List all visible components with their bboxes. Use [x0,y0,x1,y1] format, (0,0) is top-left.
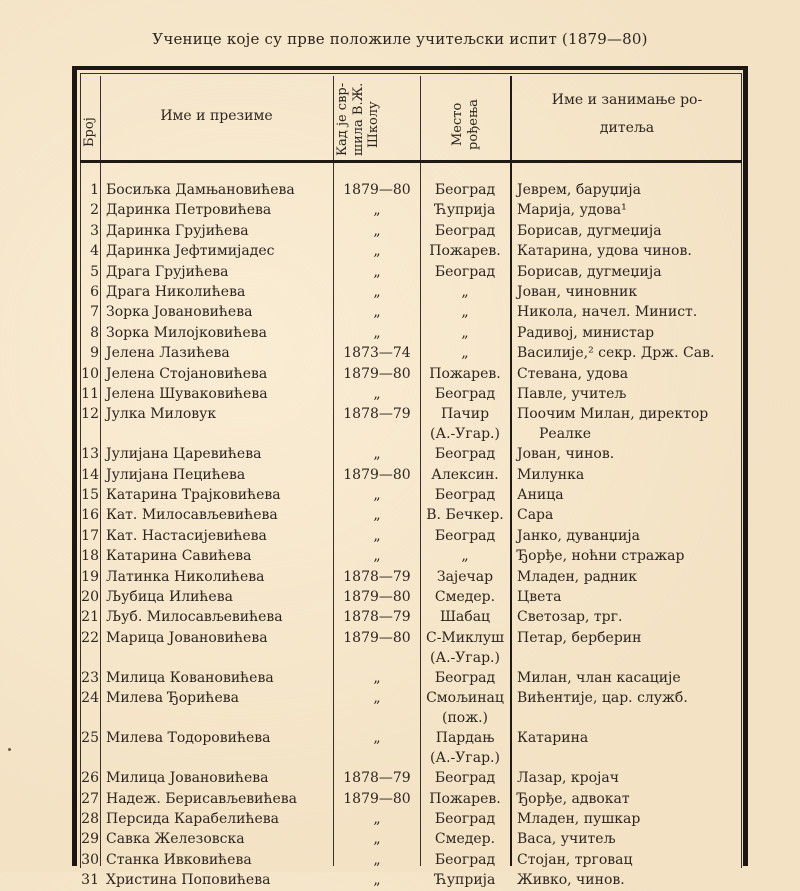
parent-line1: Ђорђе, адвокат [517,790,630,807]
birthplace [421,768,509,788]
header-parent-line2: дитеља [599,120,655,136]
row-number: 18 [81,548,99,565]
parent-info [517,688,688,708]
birthplace [421,850,509,870]
graduation-year: „ [373,851,381,868]
parent-info [517,262,662,282]
table-row [0,444,800,464]
birthplace-line1: Београд [434,669,496,686]
student-name: Јелена Шуваковићева [106,385,268,402]
student-name: Станка Ивковићева [106,851,252,868]
birthplace-line1: Пардањ [435,730,495,747]
birthplace [421,200,509,220]
birthplace-line1: Београд [434,385,496,402]
parent-info [517,343,714,363]
birthplace [421,384,509,404]
birthplace [421,870,509,890]
birthplace-line2: (А.-Угар.) [430,649,500,666]
student-name: Марица Јовановићева [106,629,268,646]
parent-info [517,809,640,829]
birthplace [421,241,509,261]
birthplace [421,485,509,505]
parent-line1: Јанко, дуванџија [517,527,640,544]
parent-line1: Петар, берберин [517,629,642,646]
student-name: Милица Ковановићева [106,669,274,686]
parent-info [517,768,619,788]
student-name: Љуб. Милосављевићева [106,609,283,626]
graduation-year: „ [373,730,381,747]
parent-line1: Катарина [517,730,589,747]
birthplace-line1: „ [461,304,469,321]
birthplace [421,668,509,688]
birthplace-line1: Ћуприја [434,872,496,889]
student-name: Љубица Илићева [106,589,233,606]
student-name: Надеж. Берисављевићева [106,790,298,807]
parent-line1: Сара [517,507,554,524]
table-row [0,768,800,788]
row-number: 28 [81,810,99,827]
birthplace-line2: (пож.) [441,710,488,727]
graduation-year: „ [373,243,381,260]
student-name: Даринка Петровићева [106,202,272,219]
student-name: Јулијана Пецићева [106,466,246,483]
row-number: 29 [81,831,99,848]
header-parent-line1: Име и занимање ро- [551,92,703,108]
table-row [0,262,800,282]
graduation-year: 1879—80 [343,589,411,606]
parent-info [517,384,626,404]
birthplace [421,282,509,302]
row-number: 12 [81,406,99,423]
parent-info [517,526,640,546]
parent-line1: Живко, чинов. [517,872,625,889]
table-row [0,180,800,200]
birthplace-line1: „ [461,345,469,362]
parent-info [517,302,697,322]
student-name: Јелена Стојановићева [106,365,268,382]
birthplace-line1: Алексин. [431,466,499,483]
header-name: Име и презиме [160,108,273,124]
table-row [0,728,800,768]
table-row [0,200,800,220]
birthplace-line1: Београд [434,446,496,463]
row-number: 15 [81,487,99,504]
parent-info [517,485,564,505]
parent-line1: Младен, радник [517,568,638,585]
row-number: 4 [90,243,99,260]
row-number: 2 [90,202,99,219]
row-number: 31 [81,872,99,889]
table-row [0,688,800,728]
birthplace-line1: Београд [434,527,496,544]
birthplace [421,180,509,200]
birthplace-line1: Београд [434,222,496,239]
table-row [0,364,800,384]
birthplace [421,323,509,343]
birthplace-line1: Шабац [439,609,491,626]
student-name: Милева Тодоровићева [106,730,271,747]
graduation-year: 1878—79 [343,568,411,585]
birthplace [421,364,509,384]
parent-info [517,870,625,890]
row-number: 25 [81,730,99,747]
table-row [0,384,800,404]
birthplace-line1: С-Миклуш [425,629,504,646]
parent-info [517,444,614,464]
graduation-year: „ [373,446,381,463]
parent-line1: Марија, удова¹ [517,202,627,219]
row-number: 17 [81,527,99,544]
birthplace [421,465,509,485]
row-number: 19 [81,568,99,585]
birthplace [421,505,509,525]
birthplace [421,404,509,444]
graduation-year: 1878—79 [343,406,411,423]
parent-line1: Милан, члан касације [517,669,681,686]
parent-line1: Никола, начел. Минист. [517,304,698,321]
row-number: 22 [81,629,99,646]
birthplace [421,546,509,566]
header-place-line1: Место [450,102,465,146]
student-name: Драга Николићева [106,283,246,300]
parent-line1: Цвета [517,589,562,606]
row-number: 16 [81,507,99,524]
parent-line1: Павле, учитељ [517,385,627,402]
birthplace [421,829,509,849]
graduation-year: „ [373,304,381,321]
birthplace-line2: (А.-Угар.) [430,426,500,443]
table-row [0,668,800,688]
birthplace [421,728,509,768]
row-number: 20 [81,589,99,606]
graduation-year: 1879—80 [343,466,411,483]
graduation-year: „ [373,202,381,219]
table-row [0,567,800,587]
table-row [0,809,800,829]
table-row [0,282,800,302]
birthplace-line1: Београд [434,851,496,868]
graduation-year: „ [373,690,381,707]
birthplace [421,688,509,728]
student-name: Милица Јовановићева [106,770,269,787]
graduation-year: „ [373,324,381,341]
graduation-year: 1878—79 [343,770,411,787]
student-name: Катарина Савићева [106,548,252,565]
parent-info [517,789,630,809]
table-row [0,241,800,261]
row-number: 24 [81,690,99,707]
parent-line1: Јеврем, баруџија [517,182,641,198]
row-number: 23 [81,669,99,686]
birthplace-line1: Ћуприја [434,202,496,219]
table-row [0,829,800,849]
student-name: Јелена Лазићева [106,345,230,362]
birthplace [421,262,509,282]
graduation-year: „ [373,222,381,239]
parent-info [517,546,684,566]
student-name: Христина Поповићева [106,872,271,889]
birthplace [421,789,509,809]
graduation-year: 1879—80 [343,629,411,646]
parent-info [517,200,627,220]
parent-info [517,465,584,485]
table-row [0,546,800,566]
birthplace-line1: Пачир [440,406,490,423]
parent-line1: Василије,² секр. Држ. Сав. [517,345,715,362]
table-row [0,343,800,363]
table-row [0,526,800,546]
table-row [0,323,800,343]
graduation-year: „ [373,669,381,686]
student-name: Латинка Николићева [106,568,265,585]
graduation-year: „ [373,810,381,827]
birthplace [421,444,509,464]
parent-line1: Борисав, дугмеџија [517,222,662,239]
row-number: 11 [81,385,99,402]
student-name: Даринка Грујићева [106,222,249,239]
table-row [0,485,800,505]
birthplace [421,809,509,829]
parent-line1: Ђорђе, ноћни стражар [517,548,685,565]
graduation-year: 1873—74 [343,345,411,362]
birthplace [421,607,509,627]
birthplace-line1: Пожарев. [429,243,501,260]
parent-line1: Младен, пушкар [517,810,641,827]
birthplace [421,587,509,607]
graduation-year: „ [373,527,381,544]
parent-info [517,829,615,849]
parent-info [517,364,628,384]
table-row [0,850,800,870]
parent-line1: Борисав, дугмеџија [517,263,662,280]
table-row [0,465,800,485]
table-row [0,505,800,525]
header-year-line3: Школу [366,101,381,148]
row-number: 5 [90,263,99,280]
student-name: Катарина Трајковићева [106,487,281,504]
parent-line1: Аница [517,487,564,504]
table-row [0,587,800,607]
graduation-year: 1879—80 [343,182,411,198]
student-name: Јулијана Царевићева [106,446,262,463]
student-name: Савка Железовска [106,831,245,848]
row-number: 1 [90,182,99,198]
student-name: Милева Ђорићева [106,690,239,707]
parent-info [517,607,622,627]
graduation-year: „ [373,831,381,848]
header-year-line2: шила В.Ж. [351,82,366,156]
graduation-year: 1878—79 [343,609,411,626]
row-number: 10 [81,365,99,382]
birthplace [421,302,509,322]
parent-info [517,323,654,343]
parent-line2: Реалке [539,426,591,443]
parent-info [517,728,588,748]
table-row [0,607,800,627]
parent-line1: Радивој, министар [517,324,655,341]
student-name: Даринка Јефтимијадес [106,243,275,260]
birthplace-line1: Београд [434,182,496,198]
parent-line1: Стојан, трговац [517,851,633,868]
parent-line1: Светозар, трг. [517,609,623,626]
birthplace [421,628,509,668]
parent-info [517,628,641,648]
row-number: 8 [90,324,99,341]
graduation-year: 1879—80 [343,365,411,382]
row-number: 30 [81,851,99,868]
parent-line1: Јован, чиновник [517,283,638,300]
header-year-line1: Кад је свр- [335,82,350,156]
row-number: 3 [90,222,99,239]
header-divider [80,160,742,163]
parent-line1: Милунка [517,466,585,483]
graduation-year: „ [373,872,381,889]
parent-line1: Поочим Милан, директор [517,406,709,423]
header-place-line2: рођења [466,99,481,150]
row-number: 27 [81,790,99,807]
graduation-year: „ [373,548,381,565]
birthplace-line1: Смедер. [434,589,496,606]
birthplace-line1: Зајечар [436,568,494,585]
birthplace-line1: „ [461,324,469,341]
student-name: Персида Карабелићева [106,810,280,827]
graduation-year: „ [373,487,381,504]
birthplace-line2: (А.-Угар.) [430,750,500,767]
graduation-year: „ [373,263,381,280]
parent-line1: Вићентије, цар. служб. [517,690,688,707]
row-number: 14 [81,466,99,483]
table-title: Ученице које су прве положиле учитељски испит (1879—80) [152,30,648,48]
table-row [0,221,800,241]
parent-line1: Васа, учитељ [517,831,616,848]
student-name: Зорка Милојковићева [106,324,267,341]
graduation-year: 1879—80 [343,790,411,807]
table-row [0,870,800,890]
parent-info [517,668,681,688]
graduation-year: „ [373,385,381,402]
student-name: Јулка Миловук [106,406,217,423]
parent-line1: Лазар, кројач [517,770,619,787]
birthplace-line1: В. Бечкер. [426,507,504,524]
birthplace [421,526,509,546]
page-speck [8,748,11,751]
table-row [0,789,800,809]
student-name: Драга Грујићева [106,263,229,280]
table-body [0,180,800,891]
parent-info [517,282,637,302]
row-number: 13 [81,446,99,463]
birthplace-line1: Београд [434,487,496,504]
student-name: Зорка Јовановићева [106,304,253,321]
row-number: 6 [90,283,99,300]
parent-info [517,404,708,444]
parent-info [517,587,561,607]
student-name: Босиљка Дамњановићева [106,182,295,198]
table-row [0,628,800,668]
parent-info [517,221,662,241]
row-number: 9 [90,345,99,362]
parent-line1: Стевана, удова [517,365,629,382]
parent-info [517,505,553,525]
birthplace-line1: „ [461,548,469,565]
row-number: 21 [81,609,99,626]
birthplace-line1: Београд [434,263,496,280]
birthplace [421,221,509,241]
birthplace-line1: Пожарев. [429,790,501,807]
parent-line1: Катарина, удова чинов. [517,243,692,260]
birthplace [421,343,509,363]
birthplace-line1: „ [461,283,469,300]
graduation-year: „ [373,507,381,524]
birthplace-line1: Смољинац [426,690,504,707]
table-row [0,404,800,444]
table-row [0,302,800,322]
student-name: Кат. Милосављевићева [106,507,278,524]
student-name: Кат. Настасијевићева [106,527,267,544]
parent-line1: Јован, чинов. [517,446,615,463]
header-number: Број [82,117,97,147]
birthplace-line1: Пожарев. [429,365,501,382]
graduation-year: „ [373,283,381,300]
parent-info [517,241,692,261]
parent-info [517,180,641,200]
row-number: 7 [90,304,99,321]
row-number: 26 [81,770,99,787]
birthplace-line1: Смедер. [434,831,496,848]
parent-info [517,567,637,587]
parent-info [517,850,633,870]
birthplace-line1: Београд [434,770,496,787]
birthplace [421,567,509,587]
birthplace-line1: Београд [434,810,496,827]
